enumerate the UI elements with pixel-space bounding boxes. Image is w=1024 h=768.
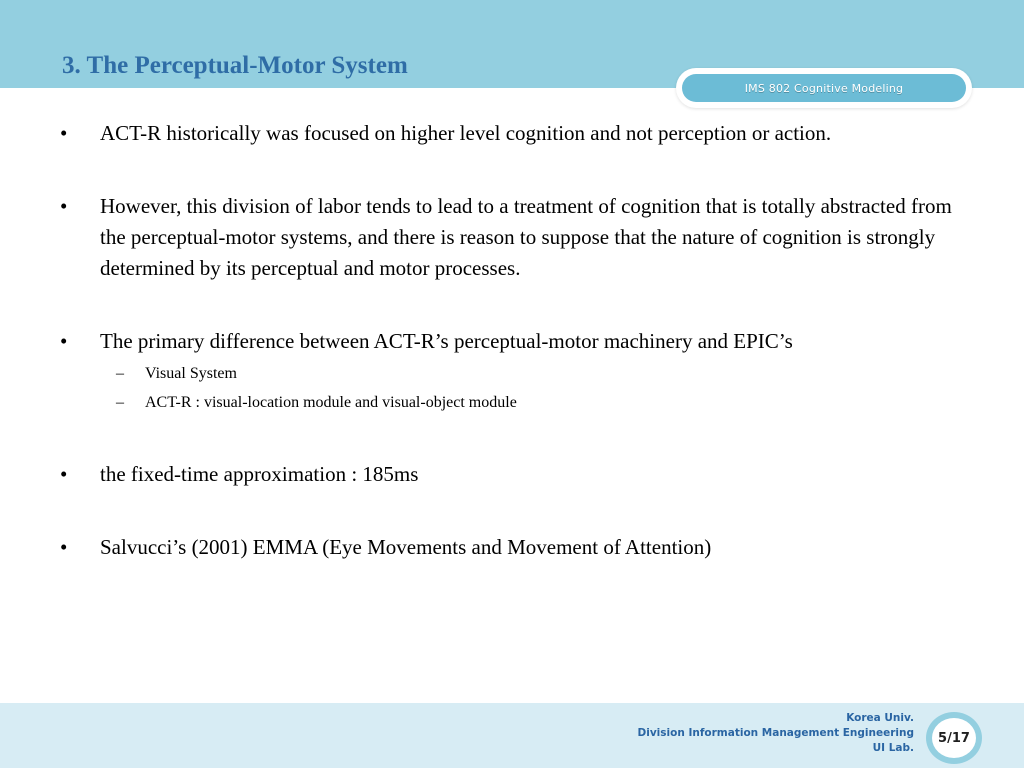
bullet-item	[60, 459, 970, 490]
course-badge-inner	[682, 74, 966, 102]
bullet-text: Salvucci’s (2001) EMMA (Eye Movements and Movement of Attention)	[100, 535, 712, 559]
footer-lab: UI Lab.	[872, 742, 914, 754]
bullet-item	[60, 191, 970, 284]
bullet-text: The primary difference between ACT-R’s perceptual-motor machinery and EPIC’s	[100, 329, 793, 353]
page-number: 5/17	[938, 730, 970, 746]
bullet-icon: •	[60, 194, 68, 218]
bullet-icon: •	[60, 121, 68, 145]
bullet-item	[60, 118, 970, 149]
sub-bullet-list	[100, 359, 970, 417]
dash-icon: –	[116, 365, 124, 382]
course-label: IMS 802 Cognitive Modeling	[744, 81, 904, 95]
slide-title: 3. The Perceptual-Motor System	[62, 52, 408, 79]
bullet-item	[60, 532, 970, 563]
bullet-text: However, this division of labor tends to lead to a treatment of cognition that is totally abstracted from the perceptual-motor systems, and there is reason to suppose that the nature of cognition is strongly determined by its perceptual and motor processes.	[100, 194, 952, 280]
sub-bullet-text: ACT-R : visual-location module and visual-object module	[145, 394, 517, 411]
bullet-item	[60, 326, 970, 417]
slide-content	[60, 118, 970, 563]
page-number-badge-inner	[932, 718, 976, 758]
sub-bullet-text: Visual System	[145, 365, 237, 382]
page-number-badge	[926, 712, 982, 764]
sub-bullet-item	[100, 388, 970, 417]
footer-university: Korea Univ.	[846, 712, 914, 724]
footer-division: Division Information Management Engineering	[637, 727, 914, 739]
bullet-text: ACT-R historically was focused on higher level cognition and not perception or action.	[100, 121, 832, 145]
course-badge	[676, 68, 972, 108]
bullet-icon: •	[60, 329, 68, 353]
bullet-list	[60, 118, 970, 563]
bullet-icon: •	[60, 535, 68, 559]
bullet-icon: •	[60, 462, 68, 486]
bullet-text: the fixed-time approximation : 185ms	[100, 462, 419, 486]
footer-institution	[638, 711, 914, 756]
dash-icon: –	[116, 394, 124, 411]
sub-bullet-item	[100, 359, 970, 388]
